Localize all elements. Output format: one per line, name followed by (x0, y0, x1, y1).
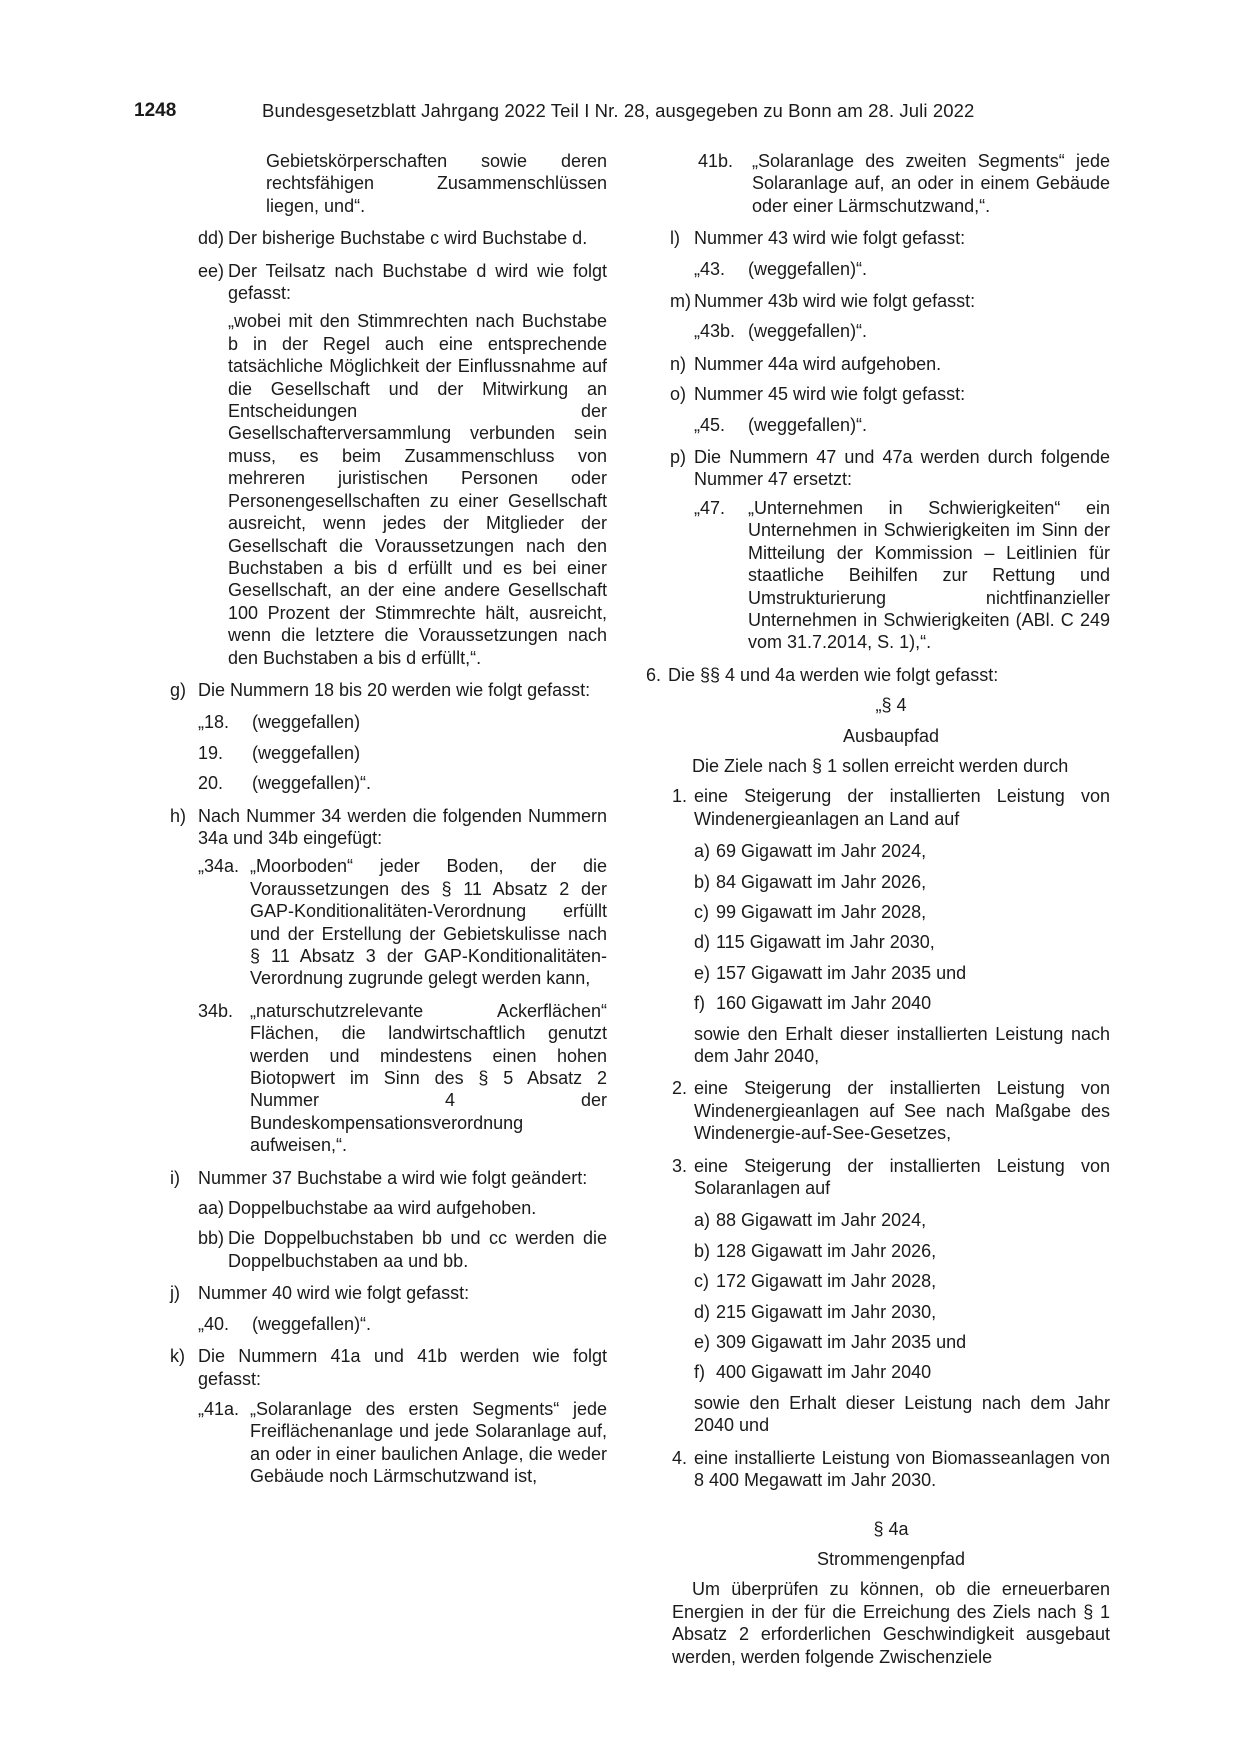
left-column (170, 150, 607, 1498)
list-text: Nummer 43b wird wie folgt gefasst: (694, 291, 976, 312)
entry-number: 34b. (198, 1000, 234, 1021)
entry-text: (weggefallen)“. (748, 258, 868, 279)
list-label: a) (694, 841, 711, 862)
list-item-dd (198, 227, 607, 249)
entry-text: „Moorboden“ jeder Boden, der die Voraussetzungen des § 11 Absatz 2 der GAP-Konditionalitäten-Verordnung erfüllt und der Erstellung der Gebietskulisse nach § 11 Absatz 3 der GAP-Konditionalitäten-Verordnung zugrunde gelegt werden kann, (250, 856, 607, 989)
goal-item-3 (672, 1155, 1110, 1200)
entry-number: „41a. (198, 1398, 240, 1419)
numbered-entry (198, 1313, 607, 1335)
list-text: 157 Gigawatt im Jahr 2035 und (716, 962, 967, 983)
list-item-k (170, 1345, 607, 1390)
section-heading: § 4a (873, 1518, 909, 1539)
target-item (694, 962, 1110, 984)
entry-text: „Solaranlage des ersten Segments“ jede Freiflächenanlage und jede Solaranlage auf, an oder in einer baulichen Anlage, die weder Gebäude noch Lärmschutzwand ist, (250, 1398, 607, 1487)
list-text: 128 Gigawatt im Jahr 2026, (716, 1240, 937, 1261)
list-text: Die Nummern 18 bis 20 werden wie folgt gefasst: (198, 679, 591, 700)
list-label: d) (694, 932, 711, 953)
list-text: 88 Gigawatt im Jahr 2024, (716, 1210, 927, 1231)
list-text: eine Steigerung der installierten Leistung von Windenergieanlagen an Land auf (694, 786, 1110, 829)
entry-number: „47. (694, 497, 726, 518)
section-paragraph: Um überprüfen zu können, ob die erneuerbaren Energien in der für die Erreichung des Ziels nach § 1 Absatz 2 erforderlichen Geschwindigkeit ausgebaut werden, werden folgende Zwischenziele (672, 1579, 1110, 1667)
list-item-i (170, 1167, 607, 1189)
list-text: Nummer 37 Buchstabe a wird wie folgt geändert: (198, 1167, 588, 1188)
list-text: 400 Gigawatt im Jahr 2040 (716, 1362, 932, 1383)
list-text: eine installierte Leistung von Biomasseanlagen von 8 400 Megawatt im Jahr 2030. (694, 1447, 1110, 1491)
right-column (646, 150, 1110, 1668)
list-label: 1. (672, 786, 688, 807)
definition-41b (698, 150, 1110, 217)
entry-text: „Solaranlage des zweiten Segments“ jede Solaranlage auf, an oder in einem Gebäude oder einer Lärmschutzwand,“. (752, 151, 1110, 216)
numbered-entry (694, 258, 1110, 280)
entry-text: (weggefallen) (252, 742, 361, 763)
list-label: k) (170, 1346, 185, 1367)
list-item-ee (198, 260, 607, 305)
list-label: p) (670, 447, 687, 468)
list-text: 172 Gigawatt im Jahr 2028, (716, 1271, 937, 1292)
entry-number: 41b. (698, 151, 734, 171)
list-label: aa) (198, 1198, 225, 1219)
list-text: 115 Gigawatt im Jahr 2030, (716, 932, 935, 953)
list-item-g (170, 679, 607, 701)
target-item (694, 1331, 1110, 1353)
list-text: 215 Gigawatt im Jahr 2030, (716, 1301, 937, 1322)
numbered-entry (198, 772, 607, 794)
list-text: Nummer 45 wird wie folgt gefasst: (694, 384, 966, 405)
target-item (694, 1301, 1110, 1323)
entry-number: 20. (198, 773, 224, 794)
entry-text: „naturschutzrelevante Ackerflächen“ Flächen, die landwirtschaftlich genutzt werden und mindestens einen hohen Biotopwert im Sinn des § 5 Absatz 2 Nummer 4 der Bundeskompensationsverordnung aufweisen,“. (250, 1000, 607, 1156)
list-text: Die Nummern 47 und 47a werden durch folgende Nummer 47 ersetzt: (694, 447, 1110, 490)
list-text: 309 Gigawatt im Jahr 2035 und (716, 1332, 967, 1353)
list-label: i) (170, 1167, 180, 1188)
list-label: a) (694, 1210, 711, 1231)
list-text: Doppelbuchstabe aa wird aufgehoben. (228, 1198, 537, 1219)
list-text: 99 Gigawatt im Jahr 2028, (716, 901, 927, 922)
list-label: e) (694, 962, 711, 983)
list-label: l) (670, 228, 680, 249)
list-label: o) (670, 384, 687, 405)
list-item-o (670, 383, 1110, 405)
list-label: 6. (646, 664, 662, 685)
target-item (694, 871, 1110, 893)
list-label: f) (694, 993, 705, 1014)
list-label: d) (694, 1301, 711, 1322)
entry-text: (weggefallen)“. (748, 414, 868, 435)
target-item (694, 901, 1110, 923)
entry-number: „43b. (694, 321, 736, 342)
entry-number: „40. (198, 1313, 230, 1334)
entry-number: „18. (198, 712, 230, 733)
target-item (694, 840, 1110, 862)
list-item-m (670, 290, 1110, 312)
list-label: ee) (198, 260, 225, 281)
entry-text: (weggefallen)“. (748, 321, 868, 342)
quote-text: „wobei mit den Stimmrechten nach Buchstabe b in der Regel auch eine entsprechende tatsächliche Möglichkeit der Einflussnahme auf die Gesellschaft und der Mitwirkung an Entscheidungen der Gesellschafterversammlung verbunden sein muss, es beim Zusammenschluss von mehreren juristischen Personen oder Personengesellschaften zu einer Gesellschaft ausreicht, wenn jedes der Mitglieder der Gesellschaft die Voraussetzungen nach den Buchstaben a bis d erfüllt und es bei einer Gesellschaft, an der eine andere Gesellschaft 100 Prozent der Stimmrechte hält, ausreicht, wenn die letztere die Voraussetzungen nach den Buchstaben a bis d erfüllt,“. (228, 311, 607, 668)
entry-text: (weggefallen)“. (252, 1313, 372, 1334)
page-header (134, 100, 1110, 128)
list-item-j (170, 1282, 607, 1304)
list-label: g) (170, 679, 187, 700)
goal-item-1 (672, 785, 1110, 830)
definition-34b (198, 1000, 607, 1157)
list-text: Die Doppelbuchstaben bb und cc werden die Doppelbuchstaben aa und bb. (228, 1228, 607, 1271)
list-text: eine Steigerung der installierten Leistung von Solaranlagen auf (694, 1155, 1110, 1199)
list-label: e) (694, 1332, 711, 1353)
definition-34a (198, 855, 607, 989)
running-header-title: Bundesgesetzblatt Jahrgang 2022 Teil I Nr. 28, ausgegeben zu Bonn am 28. Juli 2022 (262, 100, 975, 121)
entry-text: (weggefallen)“. (252, 773, 372, 794)
list-label: 3. (672, 1155, 688, 1176)
spacer (650, 1502, 1110, 1518)
page-number: 1248 (134, 100, 177, 121)
numbered-entry (198, 711, 607, 733)
continuation-text: Gebietskörperschaften sowie deren rechtsfähigen Zusammenschlüssen liegen, und“. (266, 151, 607, 216)
numbered-entry (198, 742, 607, 764)
list-text: Nach Nummer 34 werden die folgenden Nummern 34a und 34b eingefügt: (198, 805, 607, 848)
section-title: Strommengenpfad (816, 1548, 966, 1569)
section-heading: „§ 4 (875, 695, 907, 716)
list-label: b) (694, 871, 711, 892)
list-label: j) (170, 1283, 180, 1304)
entry-text: „Unternehmen in Schwierigkeiten“ ein Unternehmen in Schwierigkeiten im Sinn der Mitteilung der Kommission – Leitlinien für staatliche Beihilfen zur Rettung und Umstrukturierung nichtfinanzieller Unternehmen in Schwierigkeiten (ABl. C 249 vom 31.7.2014, S. 1),“. (748, 497, 1110, 653)
entry-text: (weggefallen) (252, 712, 361, 733)
list-label: c) (694, 1271, 709, 1292)
entry-number: „43. (694, 258, 726, 279)
target-item (694, 1240, 1110, 1262)
list-text: 84 Gigawatt im Jahr 2026, (716, 871, 927, 892)
section-title: Ausbaupfad (842, 725, 940, 746)
list-item-n (670, 353, 1110, 375)
list-label: 4. (672, 1447, 688, 1468)
quoted-amendment (228, 310, 607, 669)
entry-number: 19. (198, 742, 224, 763)
list-text: 69 Gigawatt im Jahr 2024, (716, 841, 927, 862)
list-label: 2. (672, 1078, 688, 1099)
list-text: Die §§ 4 und 4a werden wie folgt gefasst: (668, 664, 999, 685)
sub-item-aa (198, 1197, 607, 1219)
list-item-p (670, 446, 1110, 491)
target-item (694, 1361, 1110, 1383)
list-text: Die Nummern 41a und 41b werden wie folgt gefasst: (198, 1346, 607, 1389)
section-intro: Die Ziele nach § 1 sollen erreicht werden durch (692, 755, 1069, 776)
list-text: eine Steigerung der installierten Leistung von Windenergieanlagen auf See nach Maßgabe des Windenergie-auf-See-Gesetzes, (694, 1078, 1110, 1144)
list-label: b) (694, 1240, 711, 1261)
entry-number: „34a. (198, 856, 240, 877)
list-item-6 (646, 664, 1110, 686)
list-label: h) (170, 805, 187, 826)
list-text: Der bisherige Buchstabe c wird Buchstabe d. (228, 228, 588, 249)
definition-41a (198, 1398, 607, 1488)
list-item-h (170, 805, 607, 850)
goal-item-2 (672, 1077, 1110, 1144)
target-item (694, 1209, 1110, 1231)
list-text: 160 Gigawatt im Jahr 2040 (716, 993, 932, 1014)
list-label: c) (694, 901, 709, 922)
list-text: Der Teilsatz nach Buchstabe d wird wie folgt gefasst: (228, 260, 607, 304)
list-label: m) (670, 291, 691, 312)
target-item (694, 1270, 1110, 1292)
list-label: f) (694, 1362, 705, 1383)
list-text: Nummer 40 wird wie folgt gefasst: (198, 1283, 470, 1304)
list-text: Nummer 43 wird wie folgt gefasst: (694, 228, 966, 249)
target-item (694, 931, 1110, 953)
sub-item-bb (198, 1227, 607, 1272)
list-text: Nummer 44a wird aufgehoben. (694, 353, 942, 374)
list-label: bb) (198, 1228, 225, 1249)
definition-47 (694, 497, 1110, 654)
goal-item-4 (672, 1447, 1110, 1492)
goal-tail: sowie den Erhalt dieser installierten Leistung nach dem Jahr 2040, (694, 1023, 1110, 1066)
list-label: dd) (198, 228, 225, 249)
goal-tail: sowie den Erhalt dieser Leistung nach dem Jahr 2040 und (694, 1392, 1110, 1436)
list-item-l (670, 227, 1110, 249)
numbered-entry (694, 320, 1110, 342)
entry-number: „45. (694, 414, 726, 435)
list-label: n) (670, 353, 687, 374)
target-item (694, 992, 1110, 1014)
numbered-entry (694, 414, 1110, 436)
